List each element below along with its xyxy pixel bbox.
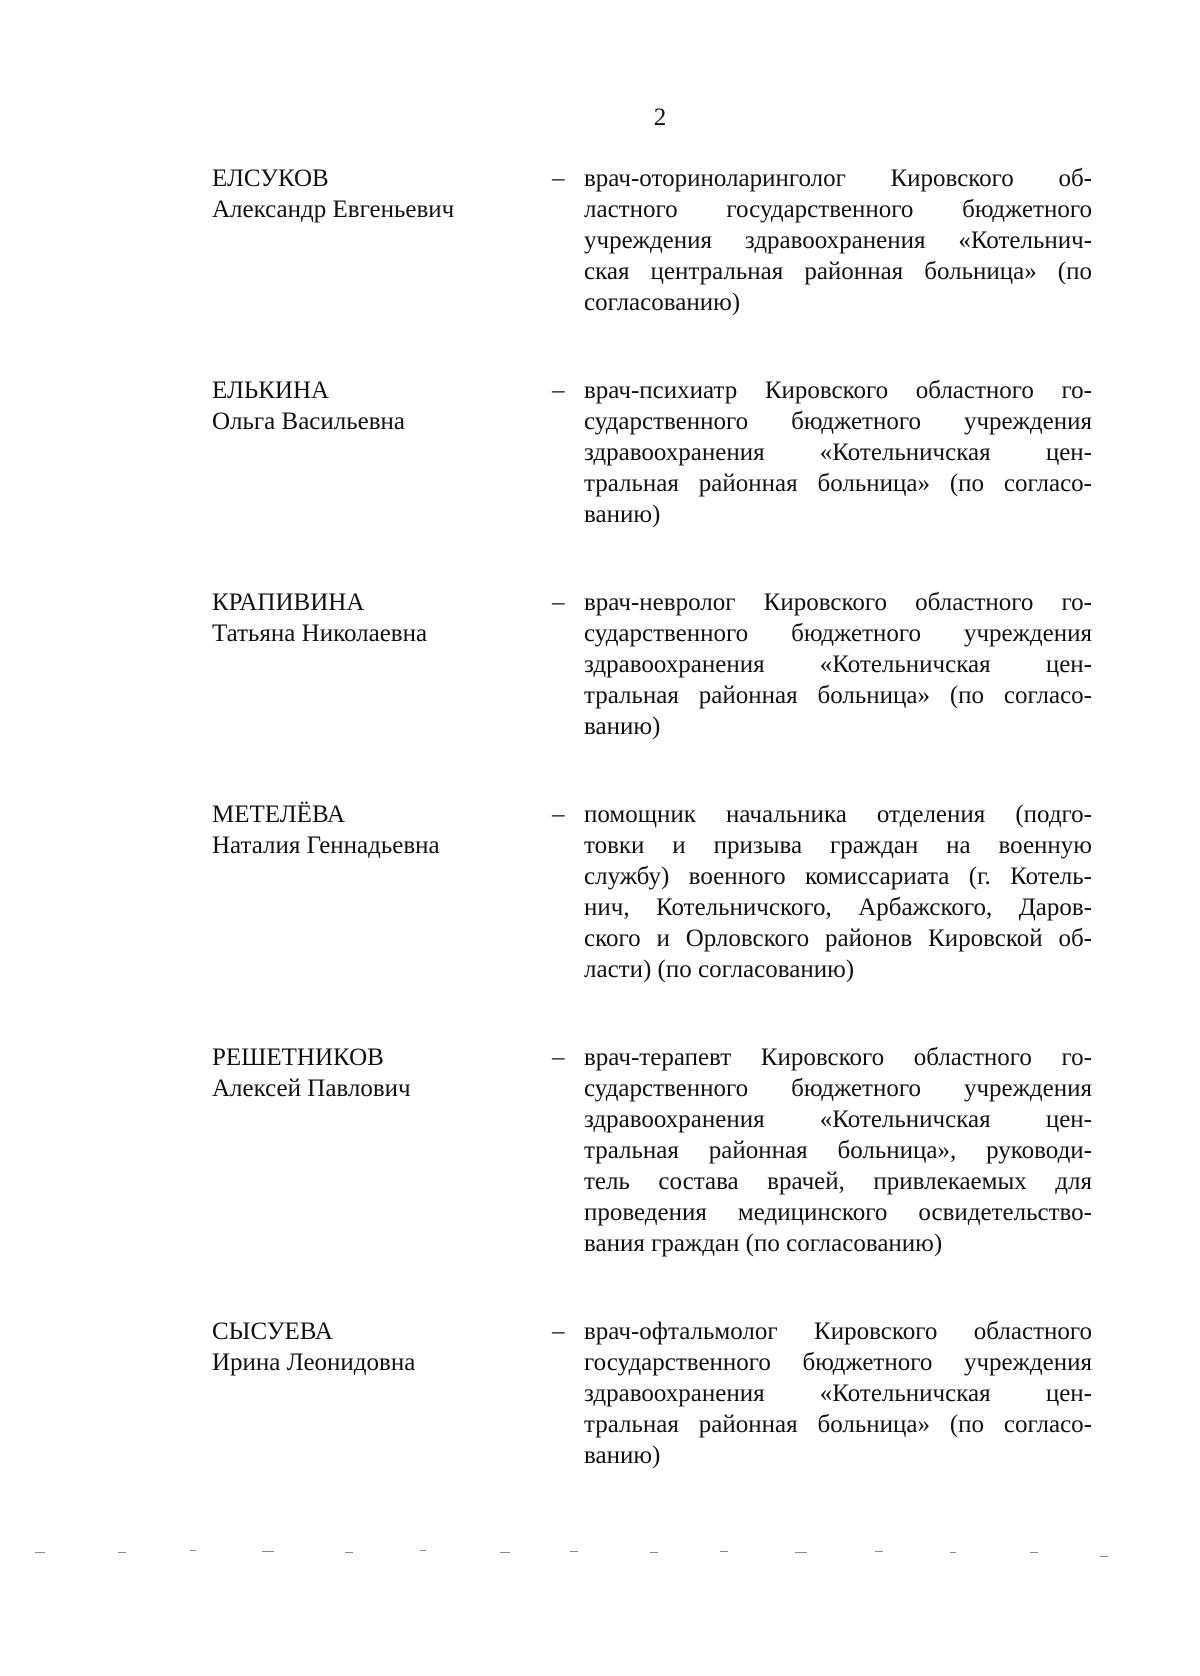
role-line: проведения медицинского освидетельство- xyxy=(584,1199,1092,1226)
member-surname: КРАПИВИНА xyxy=(212,589,365,616)
member-name xyxy=(212,375,552,437)
role-line: ского и Орловского районов Кировской об- xyxy=(584,925,1092,952)
role-line: ванию) xyxy=(584,501,661,528)
role-line: тральная районная больница» (по согласо- xyxy=(584,470,1092,497)
member-name xyxy=(212,1316,552,1378)
role-line: ластного государственного бюджетного xyxy=(584,196,1092,223)
member-dash: – xyxy=(552,801,565,828)
role-line: тель состава врачей, привлекаемых для xyxy=(584,1168,1092,1195)
role-line: тральная районная больница», руководи- xyxy=(584,1137,1092,1164)
role-line: вания граждан (по согласованию) xyxy=(584,1230,943,1257)
member-name xyxy=(212,587,552,649)
role-line: сударственного бюджетного учреждения xyxy=(584,408,1092,435)
role-line: ванию) xyxy=(584,1442,661,1469)
role-line: тральная районная больница» (по согласо- xyxy=(584,1411,1092,1438)
member-name xyxy=(212,799,552,861)
role-line: ласти) (по согласованию) xyxy=(584,956,855,983)
role-line: тральная районная больница» (по согласо- xyxy=(584,682,1092,709)
member-surname: РЕШЕТНИКОВ xyxy=(212,1044,384,1071)
page-number: 2 xyxy=(653,104,667,131)
role-line: врач-психиатр Кировского областного го- xyxy=(584,377,1092,404)
member-role xyxy=(584,375,1092,530)
role-line: здравоохранения «Котельничская цен- xyxy=(584,1106,1092,1133)
role-line: врач-терапевт Кировского областного го- xyxy=(584,1044,1092,1071)
role-line: ская центральная районная больница» (по xyxy=(584,258,1092,285)
member-list xyxy=(212,163,1092,1471)
member-surname: ЕЛСУКОВ xyxy=(212,165,329,192)
role-line: нич, Котельничского, Арбажского, Даров- xyxy=(584,894,1092,921)
role-line: согласованию) xyxy=(584,289,741,316)
member-name xyxy=(212,1042,552,1104)
role-line: врач-невролог Кировского областного го- xyxy=(584,589,1092,616)
member-dash: – xyxy=(552,1044,565,1071)
member-surname: СЫСУЕВА xyxy=(212,1318,333,1345)
role-line: здравоохранения «Котельничская цен- xyxy=(584,651,1092,678)
member-role xyxy=(584,799,1092,985)
role-line: товки и призыва граждан на военную xyxy=(584,832,1092,859)
member-entry xyxy=(212,587,1092,742)
role-line: врач-оториноларинголог Кировского об- xyxy=(584,165,1092,192)
role-line: ванию) xyxy=(584,713,661,740)
member-role xyxy=(584,163,1092,318)
member-given-names: Наталия Геннадьевна xyxy=(212,832,440,859)
member-role xyxy=(584,587,1092,742)
role-line: здравоохранения «Котельничская цен- xyxy=(584,439,1092,466)
member-surname: МЕТЕЛЁВА xyxy=(212,801,346,828)
member-dash: – xyxy=(552,1318,565,1345)
role-line: врач-офтальмолог Кировского областного xyxy=(584,1318,1092,1345)
member-entry xyxy=(212,375,1092,530)
member-surname: ЕЛЬКИНА xyxy=(212,377,330,404)
member-entry xyxy=(212,1042,1092,1259)
member-entry xyxy=(212,799,1092,985)
role-line: здравоохранения «Котельничская цен- xyxy=(584,1380,1092,1407)
role-line: помощник начальника отделения (подго- xyxy=(584,801,1092,828)
role-line: учреждения здравоохранения «Котельнич- xyxy=(584,227,1092,254)
member-given-names: Ирина Леонидовна xyxy=(212,1349,416,1376)
member-dash: – xyxy=(552,377,565,404)
member-role xyxy=(584,1316,1092,1471)
role-line: службу) военного комиссариата (г. Котель- xyxy=(584,863,1092,890)
member-dash: – xyxy=(552,165,565,192)
role-line: сударственного бюджетного учреждения xyxy=(584,1075,1092,1102)
member-role xyxy=(584,1042,1092,1259)
member-dash: – xyxy=(552,589,565,616)
member-given-names: Татьяна Николаевна xyxy=(212,620,428,647)
member-entry xyxy=(212,1316,1092,1471)
member-name xyxy=(212,163,552,225)
member-given-names: Александр Евгеньевич xyxy=(212,196,455,223)
role-line: сударственного бюджетного учреждения xyxy=(584,620,1092,647)
role-line: государственного бюджетного учреждения xyxy=(584,1349,1092,1376)
member-given-names: Ольга Васильевна xyxy=(212,408,406,435)
member-entry xyxy=(212,163,1092,318)
member-given-names: Алексей Павлович xyxy=(212,1075,411,1102)
